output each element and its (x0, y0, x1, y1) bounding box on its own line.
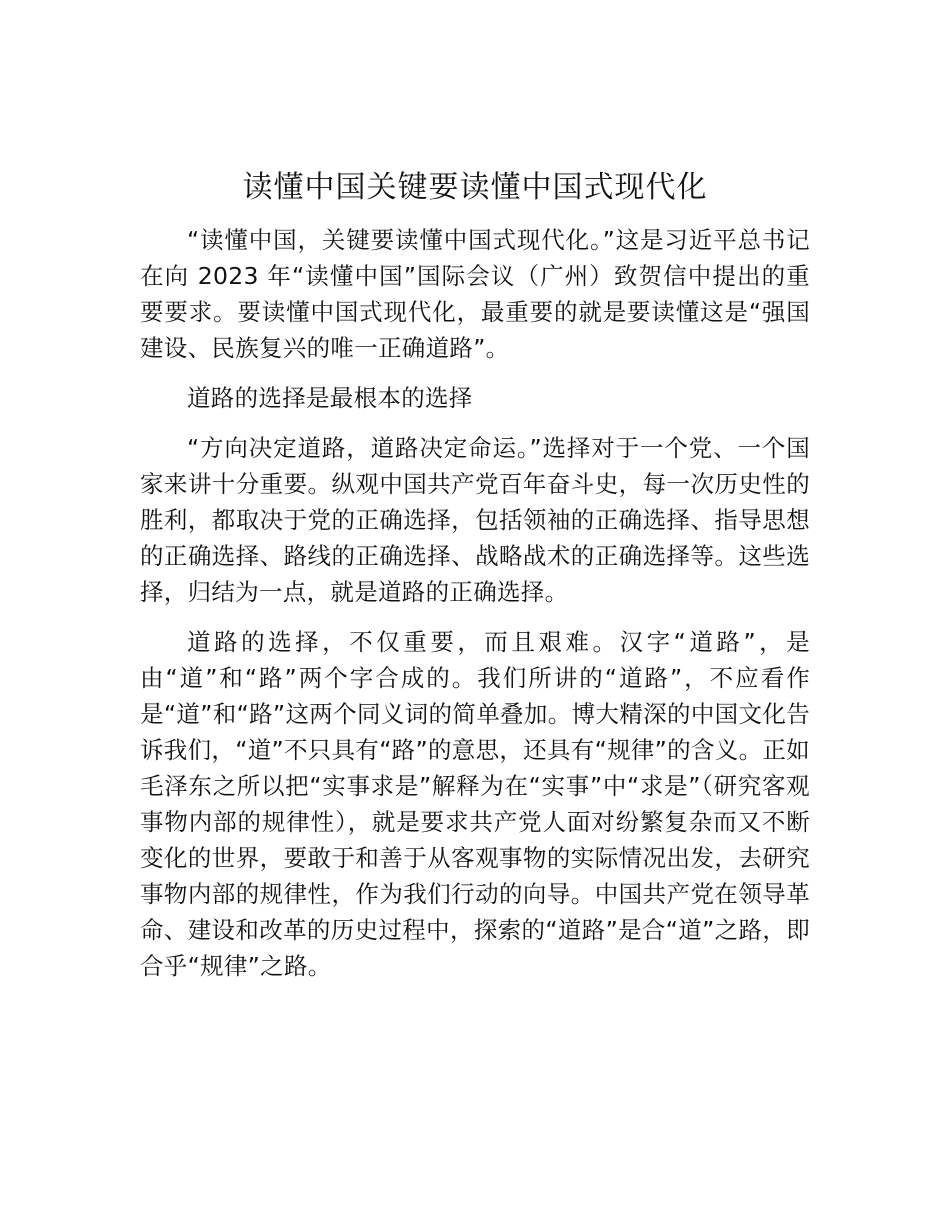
paragraph-intro: “读懂中国，关键要读懂中国式现代化。”这是习近平总书记在向 2023 年“读懂中国”国际会议（广州）致贺信中提出的重要要求。要读懂中国式现代化，最重要的就是要读懂这是“强国建设、民族复兴的唯一正确道路”。 (140, 226, 810, 362)
section-heading: 道路的选择是最根本的选择 (187, 384, 473, 412)
document-title: 读懂中国关键要读懂中国式现代化 (242, 170, 708, 205)
document-page (140, 166, 810, 998)
paragraph-direction: “方向决定道路，道路决定命运。”选择对于一个党、一个国家来讲十分重要。纵观中国共产党百年奋斗史，每一次历史性的胜利，都取决于党的正确选择，包括领袖的正确选择、指导思想的正确选择、路线的正确选择、战略战术的正确选择等。这些选择，归结为一点，就是道路的正确选择。 (140, 434, 810, 606)
paragraph-road-choice: 道路的选择，不仅重要，而且艰难。汉字“道路”，是由“道”和“路”两个字合成的。我们所讲的“道路”，不应看作是“道”和“路”这两个同义词的简单叠加。博大精深的中国文化告诉我们，“道”不只具有“路”的意思，还具有“规律”的含义。正如毛泽东之所以把“实事求是”解释为在“实事”中“求是”（研究客观事物内部的规律性），就是要求共产党人面对纷繁复杂而又不断变化的世界，要敢于和善于从客观事物的实际情况出发，去研究事物内部的规律性，作为我们行动的向导。中国共产党在领导革命、建设和改革的历史过程中，探索的“道路”是合“道”之路，即合乎“规律”之路。 (140, 628, 810, 980)
